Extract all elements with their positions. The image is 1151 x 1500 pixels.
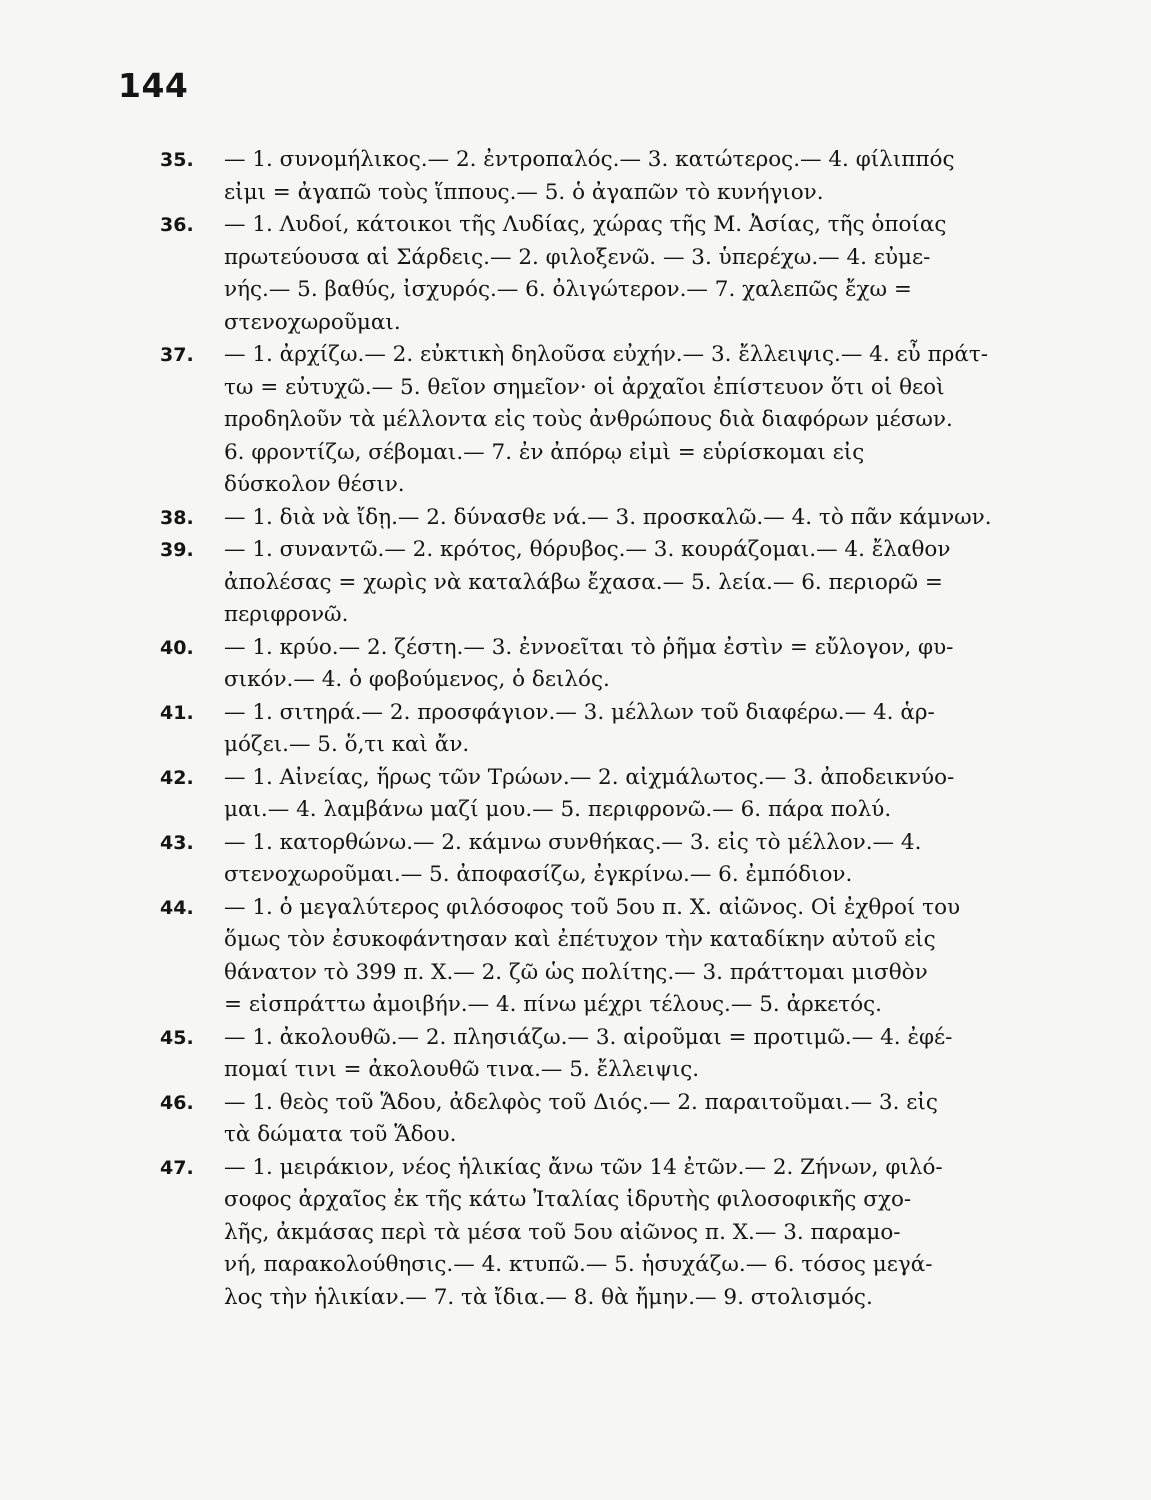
entry-line: προδηλοῦν τὰ μέλλοντα εἰς τοὺς ἀνθρώπους διὰ διαφόρων μέσων.	[224, 407, 953, 432]
entry-text	[224, 1152, 980, 1315]
entry-line: — 1. σιτηρά.— 2. προσφάγιον.— 3. μέλλων τοῦ διαφέρω.— 4. ἁρ-	[224, 699, 935, 725]
entry-line: σικόν.— 4. ὁ φοβούμενος, ὁ δειλός.	[224, 667, 610, 692]
entry-line: στενοχωροῦμαι.— 5. ἀποφασίζω, ἐγκρίνω.— 6. ἐμπόδιον.	[224, 862, 853, 887]
entry-line: — 1. μειράκιον, νέος ἡλικίας ἄνω τῶν 14 ἐτῶν.— 2. Ζήνων, φιλό-	[224, 1154, 943, 1180]
entry-line: ἀπολέσας = χωρὶς νὰ καταλάβω ἔχασα.— 5. λεία.— 6. περιορῶ =	[224, 569, 943, 595]
glossary-entry	[160, 697, 980, 762]
entry-text	[224, 697, 980, 762]
glossary-entry	[160, 209, 980, 339]
glossary-entry	[160, 1087, 980, 1152]
entry-line: εἰμι = ἀγαπῶ τοὺς ἵππους.— 5. ὁ ἀγαπῶν τὸ κυνήγιον.	[224, 179, 824, 205]
entry-line: — 1. διὰ νὰ ἴδῃ.— 2. δύνασθε νά.— 3. προσκαλῶ.— 4. τὸ πᾶν κάμνων.	[224, 504, 992, 530]
entry-line: λῆς, ἀκμάσας περὶ τὰ μέσα τοῦ 5ου αἰῶνος π. Χ.— 3. παραμο-	[224, 1219, 901, 1245]
entry-number: 46.	[160, 1091, 194, 1114]
entry-line: πομαί τινι = ἀκολουθῶ τινα.— 5. ἔλλειψις.	[224, 1057, 700, 1082]
glossary-entries	[160, 144, 992, 1314]
entry-number: 37.	[160, 344, 194, 366]
entry-number: 47.	[160, 1156, 194, 1179]
entry-line: λος τὴν ἡλικίαν.— 7. τὰ ἴδια.— 8. θὰ ἤμην.— 9. στολισμός.	[224, 1284, 873, 1310]
entry-text	[224, 209, 980, 339]
entry-line: περιφρονῶ.	[224, 602, 349, 627]
glossary-entry	[160, 1152, 980, 1315]
entry-line: 6. φροντίζω, σέβομαι.— 7. ἐν ἀπόρῳ εἰμὶ = εὑρίσκομαι εἰς	[224, 439, 865, 465]
entry-number: 39.	[160, 539, 194, 561]
entry-line: = εἰσπράττω ἀμοιβήν.— 4. πίνω μέχρι τέλους.— 5. ἀρκετός.	[224, 992, 883, 1017]
entry-line: — 1. ἀρχίζω.— 2. εὐκτικὴ δηλοῦσα εὐχήν.— 3. ἔλλειψις.— 4. εὖ πράτ-	[224, 342, 989, 367]
entry-text	[224, 339, 988, 502]
glossary-entry	[160, 502, 992, 535]
entry-line: τὰ δώματα τοῦ Ἅδου.	[224, 1122, 457, 1147]
glossary-entry	[160, 339, 989, 502]
entry-line: δύσκολον θέσιν.	[224, 472, 405, 497]
glossary-entry	[160, 632, 980, 697]
glossary-entry	[160, 762, 980, 827]
entry-line: πρωτεύουσα αἱ Σάρδεις.— 2. φιλοξενῶ. — 3. ὑπερέχω.— 4. εὐμε-	[224, 244, 931, 270]
entry-line: — 1. θεὸς τοῦ Ἅδου, ἀδελφὸς τοῦ Διός.— 2. παραιτοῦμαι.— 3. εἰς	[224, 1089, 938, 1115]
entry-text	[224, 827, 980, 892]
entry-line: — 1. ὁ μεγαλύτερος φιλόσοφος τοῦ 5ου π. Χ. αἰῶνος. Οἱ ἐχθροί του	[224, 894, 961, 920]
entry-number: 43.	[160, 831, 194, 854]
entry-line: — 1. κρύο.— 2. ζέστη.— 3. ἐννοεῖται τὸ ῥῆμα ἐστὶν = εὔλογον, φυ-	[224, 634, 954, 660]
entry-text	[224, 762, 980, 827]
entry-line: ὅμως τὸν ἐσυκοφάντησαν καὶ ἐπέτυχον τὴν καταδίκην αὐτοῦ εἰς	[224, 927, 936, 952]
entry-line: — 1. συνομήλικος.— 2. ἐντροπαλός.— 3. κατώτερος.— 4. φίλιππός	[224, 147, 955, 172]
page-number: 144	[118, 66, 189, 105]
entry-number: 40.	[160, 636, 194, 659]
entry-line: σοφος ἀρχαῖος ἐκ τῆς κάτω Ἰταλίας ἱδρυτὴς φιλοσοφικῆς σχο-	[224, 1187, 912, 1212]
entry-number: 42.	[160, 766, 194, 789]
entry-line: — 1. Λυδοί, κάτοικοι τῆς Λυδίας, χώρας τῆς Μ. Ἀσίας, τῆς ὁποίας	[224, 212, 947, 237]
entry-text	[224, 502, 992, 535]
entry-line: — 1. ἀκολουθῶ.— 2. πλησιάζω.— 3. αἱροῦμαι = προτιμῶ.— 4. ἐφέ-	[224, 1024, 953, 1050]
entry-text	[224, 534, 980, 632]
entry-line: μόζει.— 5. ὅ,τι καὶ ἄν.	[224, 732, 470, 757]
entry-text	[224, 1022, 980, 1087]
entry-line: στενοχωροῦμαι.	[224, 309, 401, 335]
entry-line: νή, παρακολούθησις.— 4. κτυπῶ.— 5. ἡσυχάζω.— 6. τόσος μεγά-	[224, 1252, 933, 1277]
entry-line: νής.— 5. βαθύς, ἰσχυρός.— 6. ὀλιγώτερον.— 7. χαλεπῶς ἔχω =	[224, 277, 912, 302]
entry-number: 35.	[160, 149, 194, 171]
entry-text	[224, 892, 980, 1022]
entry-line: — 1. κατορθώνω.— 2. κάμνω συνθήκας.— 3. εἰς τὸ μέλλον.— 4.	[224, 829, 922, 855]
glossary-entry	[160, 827, 980, 892]
entry-text	[224, 144, 980, 209]
entry-number: 36.	[160, 214, 194, 236]
entry-line: θάνατον τὸ 399 π. Χ.— 2. ζῶ ὡς πολίτης.— 3. πράττομαι μισθὸν	[224, 959, 928, 985]
entry-number: 44.	[160, 896, 194, 919]
entry-number: 41.	[160, 701, 194, 724]
entry-line: τω = εὐτυχῶ.— 5. θεῖον σημεῖον· οἱ ἀρχαῖοι ἐπίστευον ὅτι οἱ θεοὶ	[224, 374, 945, 400]
glossary-entry	[160, 1022, 980, 1087]
glossary-entry	[160, 892, 980, 1022]
glossary-entry	[160, 144, 980, 209]
entry-number: 38.	[160, 506, 194, 529]
entry-line: — 1. Αἰνείας, ἥρως τῶν Τρώων.— 2. αἰχμάλωτος.— 3. ἀποδεικνύο-	[224, 764, 955, 790]
entry-line: μαι.— 4. λαμβάνω μαζί μου.— 5. περιφρονῶ.— 6. πάρα πολύ.	[224, 797, 892, 822]
entry-text	[224, 632, 980, 697]
glossary-entry	[160, 534, 980, 632]
entry-text	[224, 1087, 980, 1152]
entry-number: 45.	[160, 1026, 194, 1049]
entry-line: — 1. συναντῶ.— 2. κρότος, θόρυβος.— 3. κουράζομαι.— 4. ἔλαθον	[224, 537, 951, 562]
